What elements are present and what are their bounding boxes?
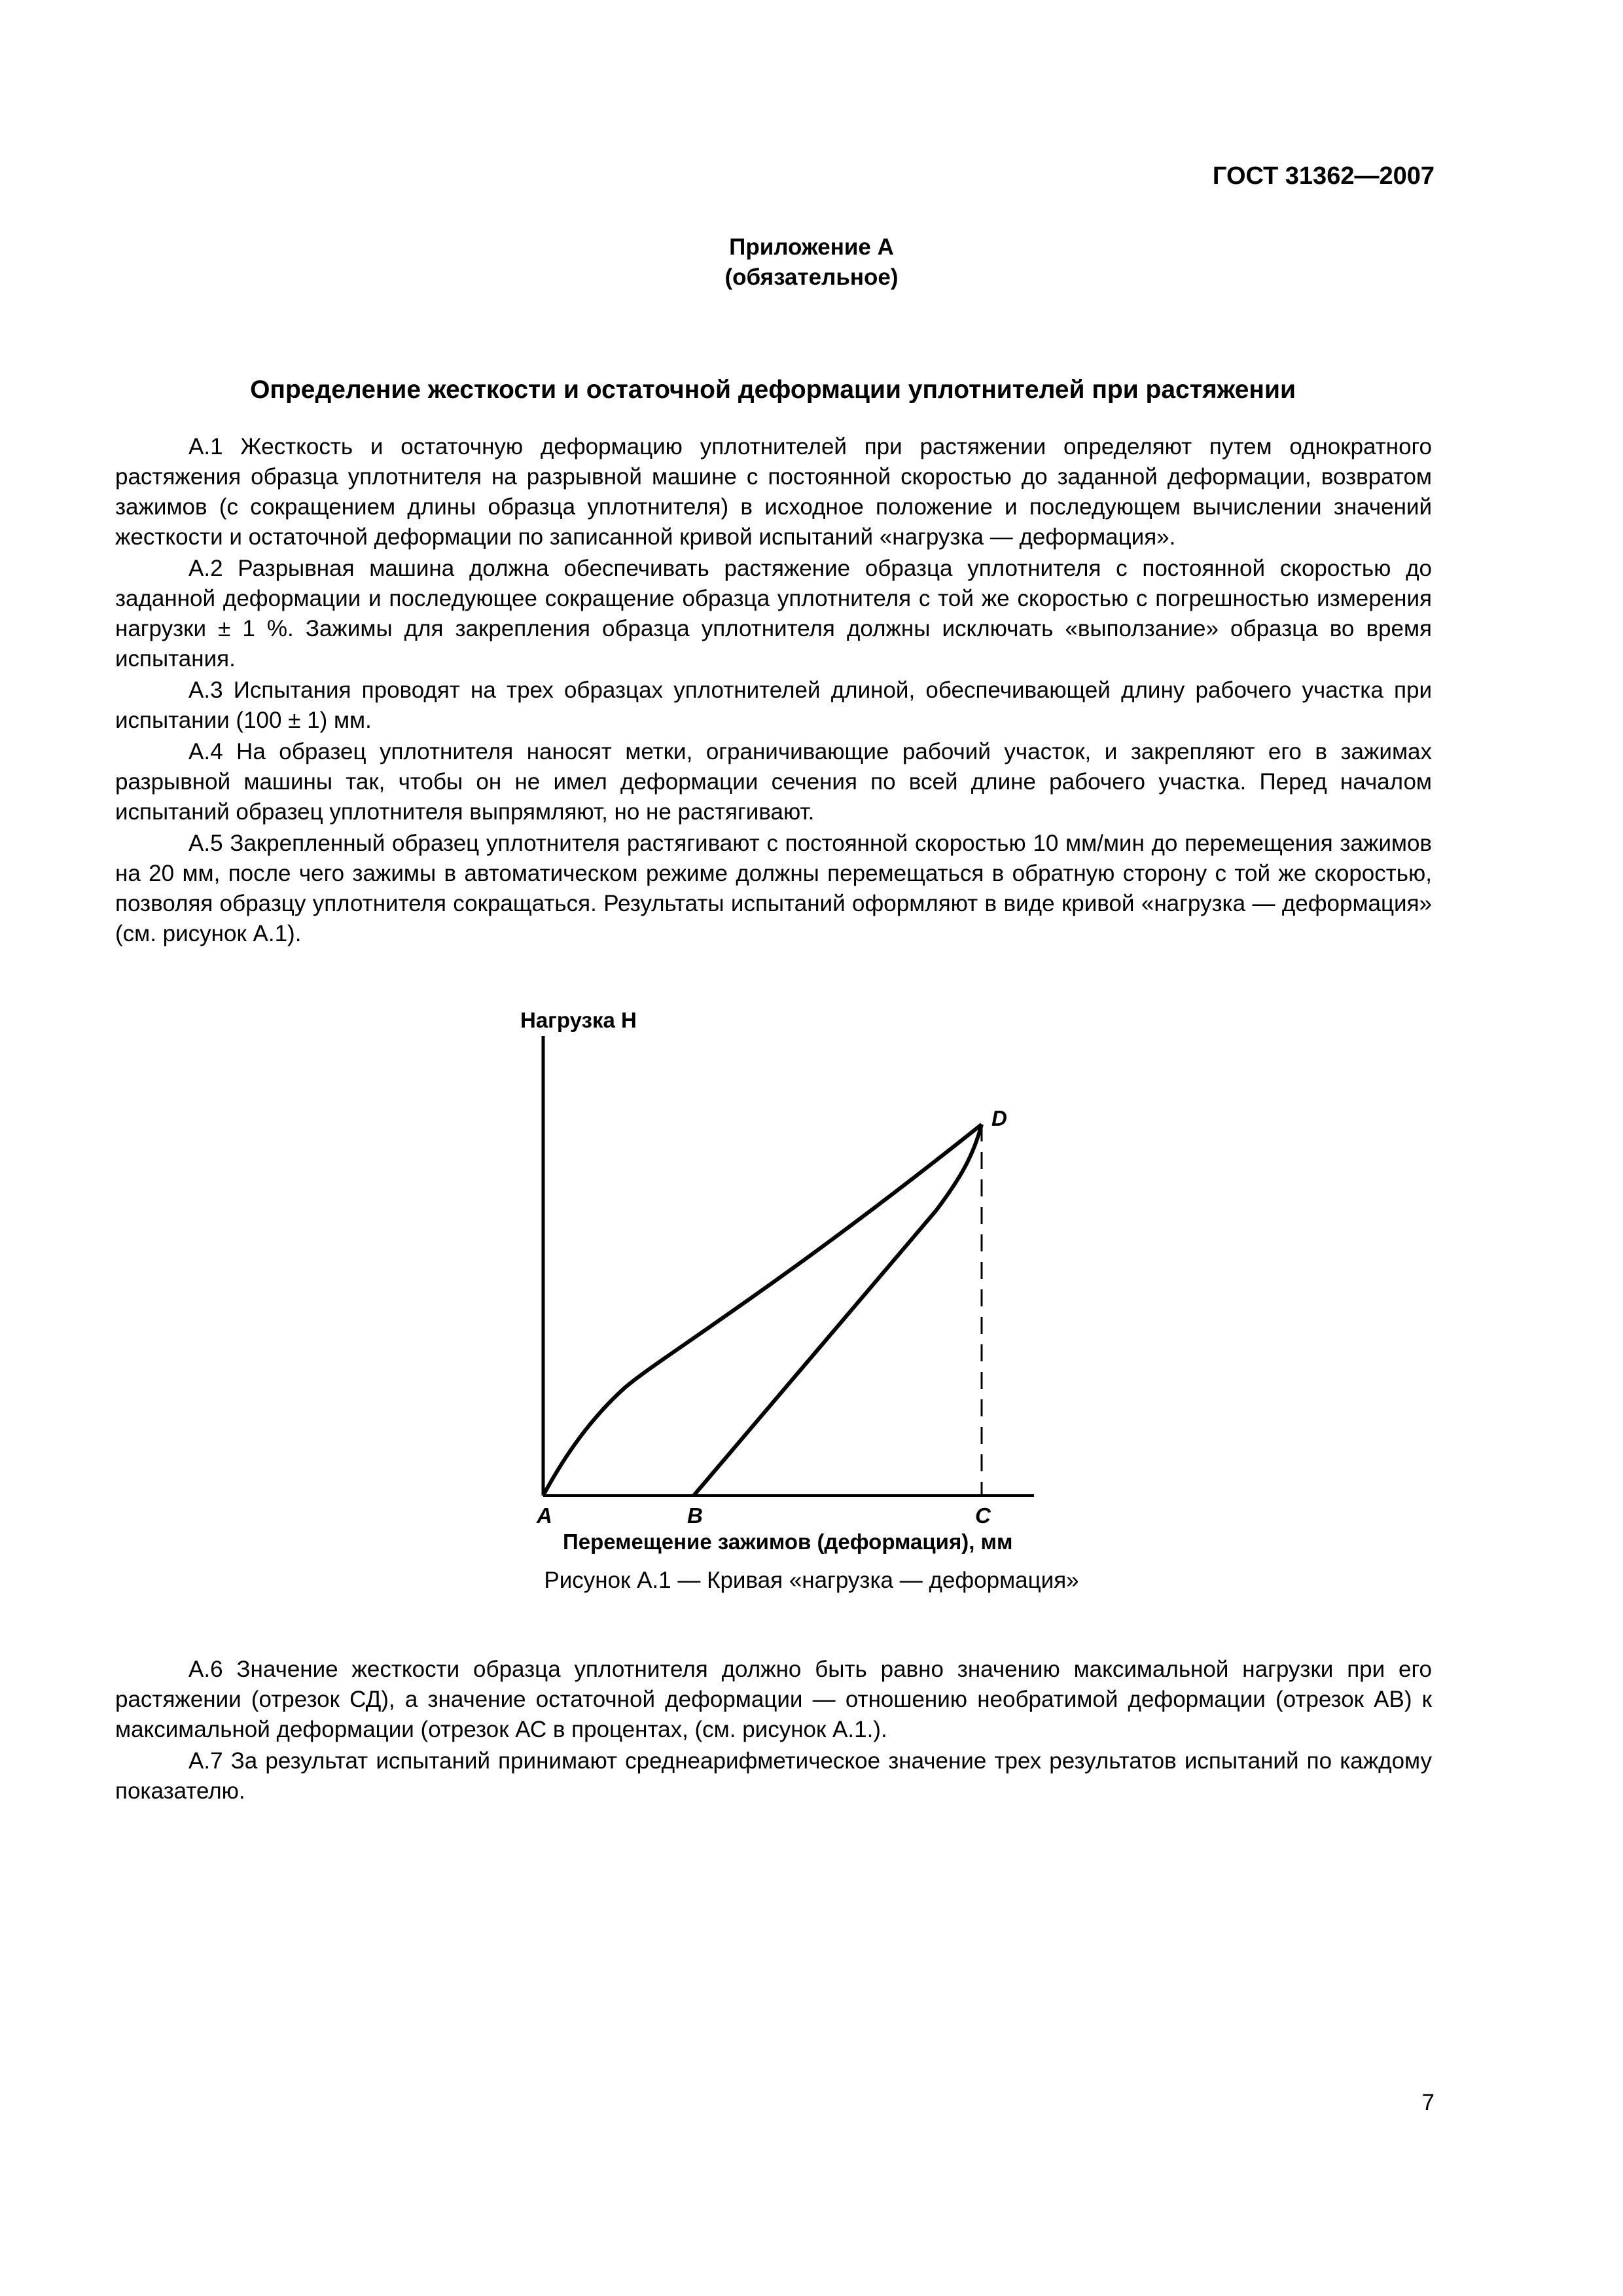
page-number: 7	[1421, 2090, 1435, 2115]
point-c-label: C	[975, 1503, 991, 1528]
paragraph-a5: А.5 Закрепленный образец уплотнителя растягивают с постоянной скоростью 10 мм/мин до перемещения зажимов на 20 мм, после чего зажимы в автоматическом режиме должны перемещаться в обратную сторону с той же скоростью, позволяя образцу уплотнителя сокращаться. Результаты испытаний оформляют в виде кривой «нагрузка — деформация» (см. рисунок А.1).	[115, 831, 1432, 946]
paragraph-a2: А.2 Разрывная машина должна обеспечивать растяжение образца уплотнителя с постоянной скоростью до заданной деформации и последующее сокращение образца уплотнителя с той же скоростью с погрешностью измерения нагрузки ± 1 %. Зажимы для закрепления образца уплотнителя должны исключать «выползание» образца во время испытания.	[115, 556, 1432, 672]
annex-heading	[0, 232, 1623, 293]
loading-curve	[543, 1124, 982, 1496]
paragraphs-top	[115, 432, 1432, 950]
standard-designation: ГОСТ 31362—2007	[1212, 162, 1435, 190]
point-a-label: A	[537, 1503, 552, 1528]
paragraphs-bottom	[115, 1655, 1432, 1808]
section-title: Определение жесткости и остаточной деформации уплотнителей при растяжении	[250, 376, 1296, 404]
paragraph-a3: А.3 Испытания проводят на трех образцах уплотнителей длиной, обеспечивающей длину рабочего участка при испытании (100 ± 1) мм.	[115, 677, 1432, 733]
paragraph-a4: А.4 На образец уплотнителя наносят метки, ограничивающие рабочий участок, и закрепляют его в зажимах разрывной машины так, чтобы он не имел деформации сечения по всей длине рабочего участка. Перед началом испытаний образец уплотнителя выпрямляют, но не растягивают.	[115, 739, 1432, 825]
paragraph-a1: А.1 Жесткость и остаточную деформацию уплотнителей при растяжении определяют путем однократного растяжения образца уплотнителя на разрывной машине с постоянной скоростью до заданной деформации, возвратом зажимов (с сокращением длины образца уплотнителя) в исходное положение и последующем вычислении значений жесткости и остаточной деформации по записанной кривой испытаний «нагрузка — деформация».	[115, 434, 1432, 550]
paragraph-a6: А.6 Значение жесткости образца уплотнителя должно быть равно значению максимальной нагрузки при его растяжении (отрезок СД), а значение остаточной деформации — отношению необратимой деформации (отрезок АВ) к максимальной деформации (отрезок АС в процентах, (см. рисунок А.1.).	[115, 1657, 1432, 1742]
point-b-label: B	[687, 1503, 703, 1528]
figure-caption: Рисунок А.1 — Кривая «нагрузка — деформация»	[544, 1568, 1079, 1593]
paragraph-a7: А.7 За результат испытаний принимают среднеарифметическое значение трех результатов испытаний по каждому показателю.	[115, 1748, 1432, 1804]
load-deformation-figure	[497, 985, 1047, 1561]
point-d-label: D	[991, 1106, 1007, 1130]
x-axis-label: Перемещение зажимов (деформация), мм	[563, 1530, 1013, 1554]
annex-status: (обязательное)	[724, 264, 899, 290]
y-axis-label: Нагрузка H	[520, 1008, 637, 1032]
annex-title: Приложение А	[729, 234, 894, 260]
